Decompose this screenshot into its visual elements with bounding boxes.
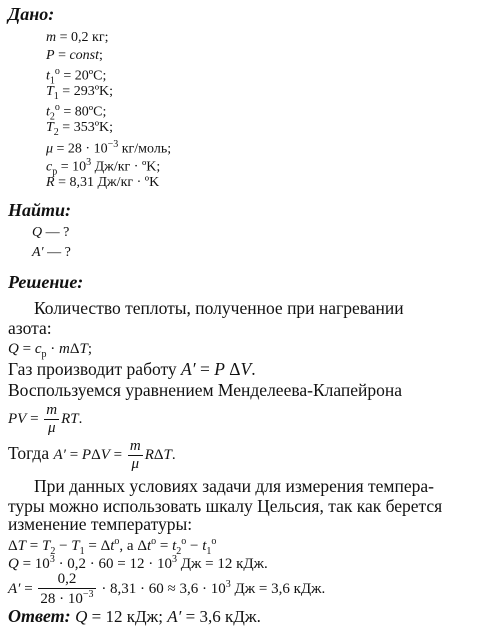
para4-line2: туры можно использовать шкалу Цельсия, так как берется [8,496,443,516]
find-heading: Найти: [8,200,72,220]
equation-work-value: A′ = $\frac{0,2}{28 \cdot 10^{-3}}$ · $8,31 \cdot 60 \approx 3,6 \cdot 10^3$ Дж = 3,6 кДж. [8,571,326,607]
given-T2: $T_2$ = 353ºK; [46,120,114,138]
equation-delta-t: $\Delta T = T_2 - T_1 = \Delta t^o$, а $\Delta t^o = t_2^o - t_1^o$ [8,536,217,557]
para1-line1: Количество теплоты, полученное при нагревании [34,298,404,318]
equation-heat-value: $Q = 10^3 \cdot 0,2 \cdot 60 = 12 \cdot 10^3$ Дж = 12 кДж. [8,554,268,572]
para4-line1: При данных условиях задачи для измерения темпера- [34,476,434,496]
para4-line3: изменение температуры: [8,514,193,534]
given-cp: $c_p = 10^3$ Дж/кг · ºK; [46,157,161,178]
para1-line2: азота: [8,318,52,338]
given-t1: $t_1^o$ = 20ºC; [46,66,107,87]
answer-line [8,606,261,627]
para2-work: Газ производит работу A′ = P ΔV. [8,359,256,379]
given-mass: m = 0,2 кг; [46,30,109,45]
given-T1: $T_1$ = 293ºK; [46,84,114,102]
para3-mendeleev: Воспользуемся уравнением Менделеева-Клапейрона [8,380,403,400]
given-mu: $\mu = 28 \cdot 10^{-3}$ кг/моль; [46,139,172,157]
given-pressure: P = const; [46,48,103,63]
given-heading: Дано: [8,4,55,24]
equation-state: PV = $\frac{m}{\mu}$ RT. [8,402,83,436]
equation-work: Тогда A′ = PΔV = $\frac{m}{\mu}$ RΔT. [8,438,176,472]
find-A: A′ — ? [32,245,71,260]
find-Q: Q — ? [32,225,70,240]
given-R: R = 8,31 Дж/кг · ºK [46,175,160,190]
given-t2: $t_2^o$ = 80ºC; [46,102,107,123]
answer-label: Ответ: [8,606,71,626]
equation-heat: $Q = c_p \cdot m\Delta T$; [8,341,92,360]
answer-text: Q = 12 кДж; A′ = 3,6 кДж. [75,607,261,626]
solution-heading: Решение: [8,272,84,292]
